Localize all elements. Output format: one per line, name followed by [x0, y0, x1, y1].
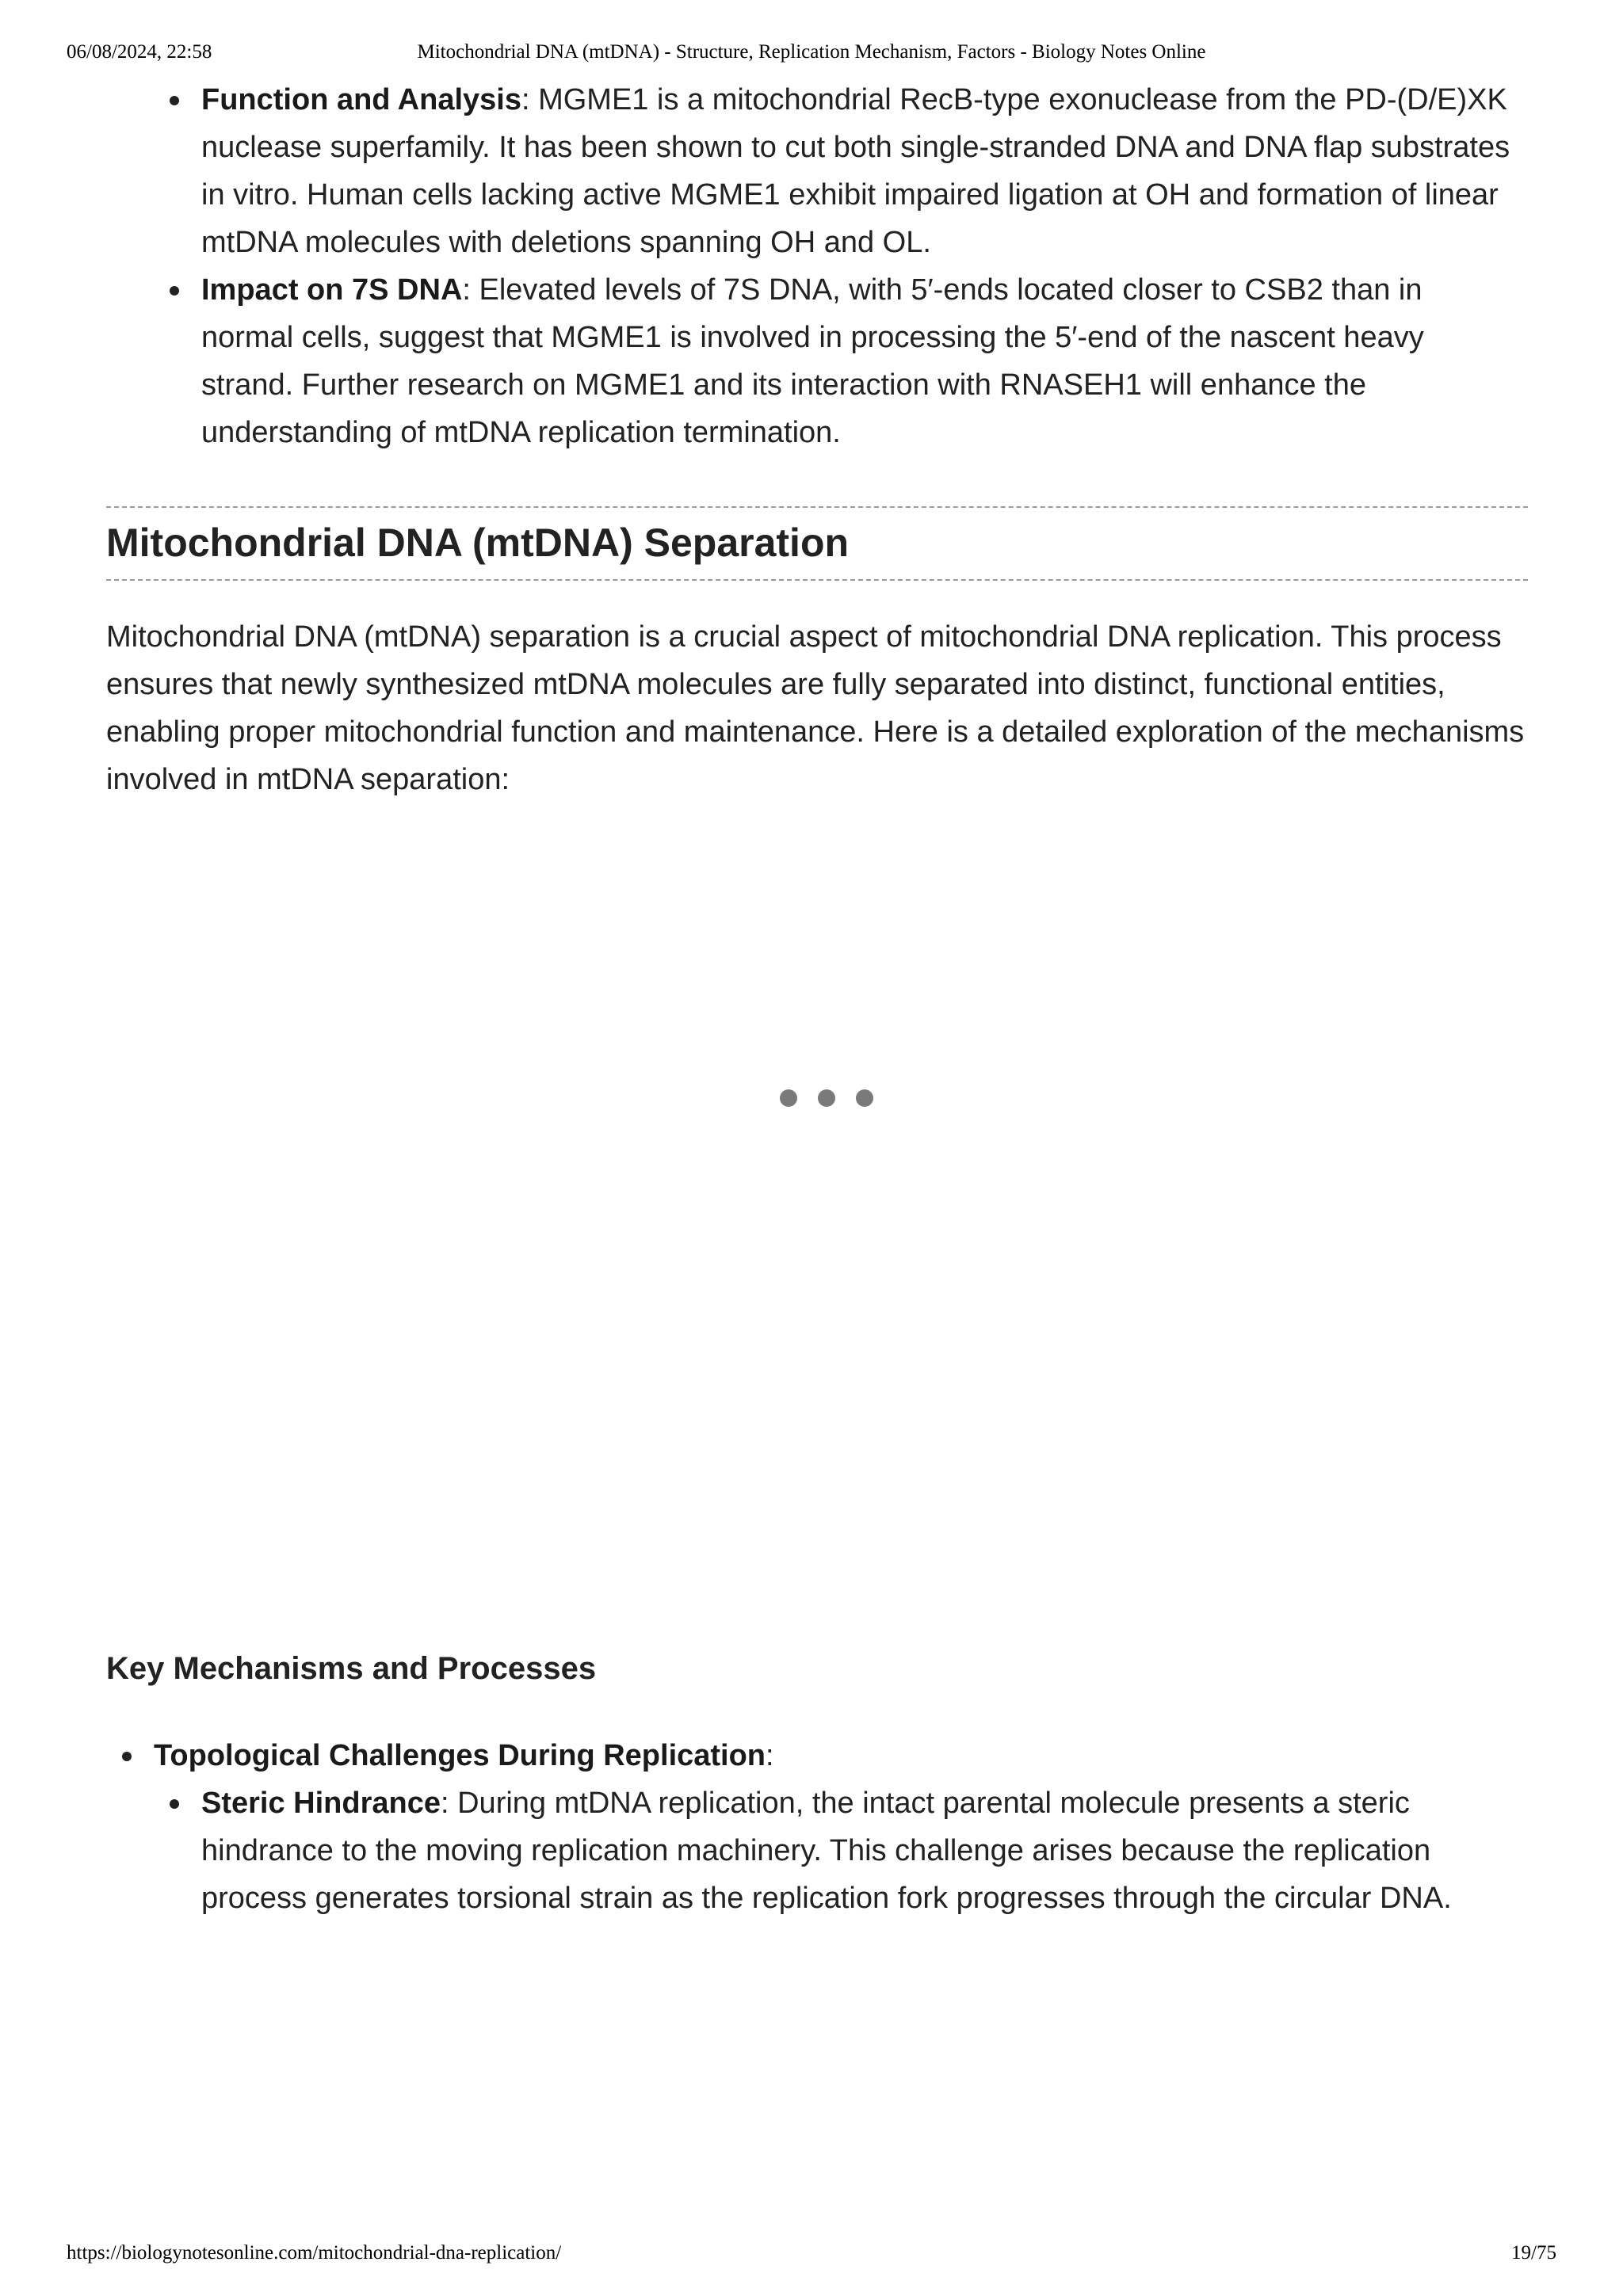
print-url: https://biologynotesonline.com/mitochondrial-dna-replication/	[67, 2242, 562, 2264]
loading-dot	[818, 1089, 835, 1107]
list-item-term: Function and Analysis	[201, 83, 521, 116]
print-datetime: 06/08/2024, 22:58	[67, 41, 212, 63]
list-item-text: :	[766, 1739, 774, 1772]
nested-list	[201, 1779, 1528, 1922]
list-item-text: : During mtDNA replication, the intact parental molecule presents a steric hindrance to the moving replication machinery. This challenge arises because the replication process generates torsional strain as the replication fork progresses through the circular DNA.	[201, 1787, 1452, 1915]
mgme1-details-list	[201, 76, 1517, 456]
nested-list-item	[201, 1779, 1528, 1922]
print-footer	[67, 2242, 1556, 2271]
loading-dot	[780, 1089, 797, 1107]
print-page-number: 19/75	[1511, 2242, 1556, 2264]
list-item-term: Steric Hindrance	[201, 1787, 441, 1820]
list-item	[201, 266, 1517, 456]
list-item	[154, 1732, 1528, 1922]
list-item-term: Topological Challenges During Replication	[154, 1739, 766, 1772]
print-page-title: Mitochondrial DNA (mtDNA) - Structure, Replication Mechanism, Factors - Biology Notes Online	[417, 41, 1206, 63]
loading-dot	[856, 1089, 873, 1107]
section-divider-top	[106, 506, 1528, 508]
list-item	[201, 76, 1517, 266]
section-heading: Mitochondrial DNA (mtDNA) Separation	[106, 521, 850, 565]
list-item-text: : Elevated levels of 7S DNA, with 5′-ends located closer to CSB2 than in normal cells, suggest that MGME1 is involved in processing the 5′-end of the nascent heavy strand. Further research on MGME1 and its interaction with RNASEH1 will enhance the understanding of mtDNA replication termination.	[201, 273, 1424, 449]
section-intro-paragraph: Mitochondrial DNA (mtDNA) separation is a crucial aspect of mitochondrial DNA replication. This process ensures that newly synthesized mtDNA molecules are fully separated into distinct, functional entities, enabling proper mitochondrial function and maintenance. Here is a detailed exploration of the mechanisms involved in mtDNA separation:	[106, 620, 1525, 796]
key-mechanisms-heading: Key Mechanisms and Processes	[106, 1651, 597, 1686]
key-mechanisms-list	[154, 1732, 1528, 1922]
list-item-text: : MGME1 is a mitochondrial RecB-type exonuclease from the PD-(D/E)XK nuclease superfamily. It has been shown to cut both single-stranded DNA and DNA flap substrates in vitro. Human cells lacking active MGME1 exhibit impaired ligation at OH and formation of linear mtDNA molecules with deletions spanning OH and OL.	[201, 83, 1510, 259]
section-divider-bottom	[106, 579, 1528, 581]
list-item-term: Impact on 7S DNA	[201, 273, 463, 307]
print-header	[67, 41, 1556, 70]
loading-dots-icon	[780, 1089, 875, 1108]
